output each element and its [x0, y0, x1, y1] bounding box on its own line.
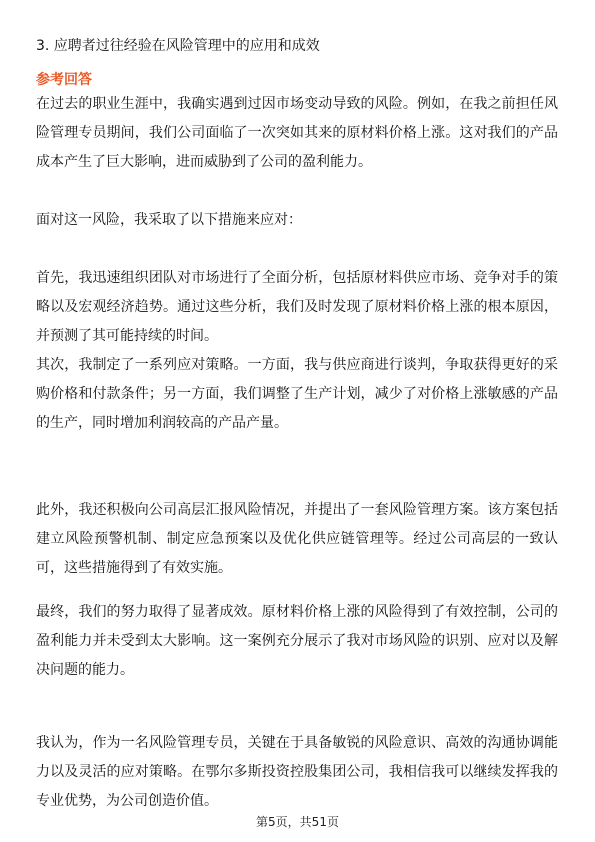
answer-paragraph-3: 首先，我迅速组织团队对市场进行了全面分析，包括原材料供应市场、竞争对手的策略以及宏观经济趋势。通过这些分析，我们及时发现了原材料价格上涨的根本原因，并预测了其可能持续的时间。	[36, 270, 558, 344]
answer-paragraph-4: 其次，我制定了一系列应对策略。一方面，我与供应商进行谈判，争取获得更好的采购价格和付款条件；另一方面，我们调整了生产计划，减少了对价格上涨敏感的产品的生产，同时增加利润较高的产品产量。	[36, 357, 558, 431]
answer-paragraph-5: 此外，我还积极向公司高层汇报风险情况，并提出了一套风险管理方案。该方案包括建立风险预警机制、制定应急预案以及优化供应链管理等。经过公司高层的一致认可，这些措施得到了有效实施。	[36, 502, 558, 576]
answer-paragraph-7: 我认为，作为一名风险管理专员，关键在于具备敏锐的风险意识、高效的沟通协调能力以及灵活的应对策略。在鄂尔多斯投资控股集团公司，我相信我可以继续发挥我的专业优势，为公司创造价值。	[36, 735, 558, 809]
answer-label: 参考回答	[36, 72, 92, 88]
answer-paragraph-1: 在过去的职业生涯中，我确实遇到过因市场变动导致的风险。例如，在我之前担任风险管理专员期间，我们公司面临了一次突如其来的原材料价格上涨。这对我们的产品成本产生了巨大影响，进而威胁到了公司的盈利能力。	[36, 96, 558, 170]
question-heading: 3. 应聘者过往经验在风险管理中的应用和成效	[36, 38, 320, 54]
answer-paragraph-2: 面对这一风险，我采取了以下措施来应对：	[36, 212, 302, 228]
answer-paragraph-6: 最终，我们的努力取得了显著成效。原材料价格上涨的风险得到了有效控制，公司的盈利能力并未受到太大影响。这一案例充分展示了我对市场风险的识别、应对以及解决问题的能力。	[36, 604, 558, 678]
page-number-footer: 第5页，共51页	[256, 815, 339, 829]
